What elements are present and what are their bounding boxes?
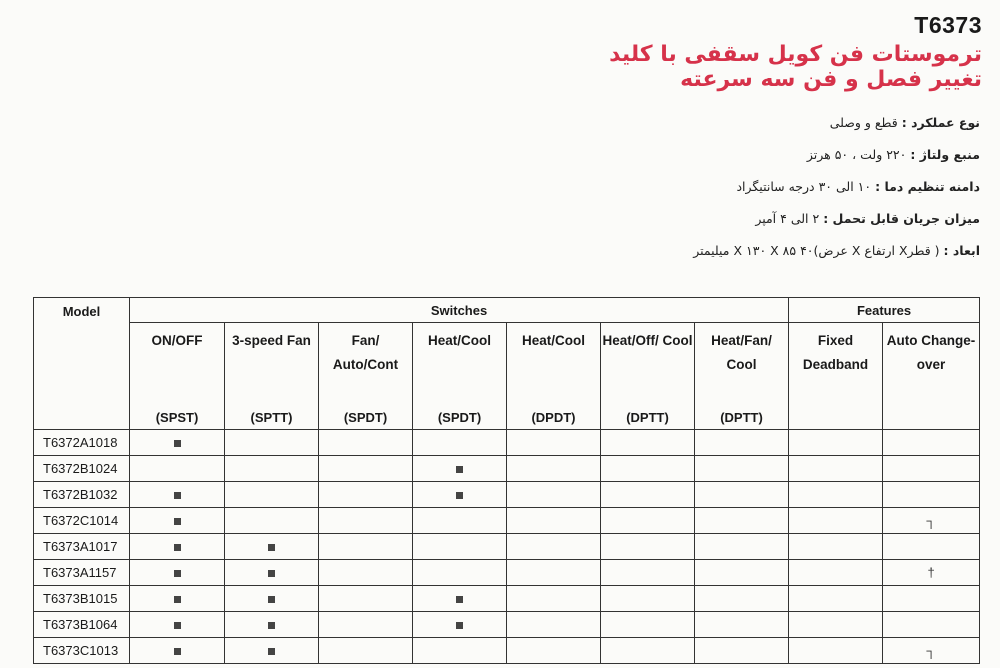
table-cell [601, 560, 695, 586]
table-row [34, 638, 980, 664]
table-cell [883, 560, 980, 586]
features-table [33, 297, 980, 664]
check-mark-icon [174, 570, 181, 577]
table-cell [507, 508, 601, 534]
column-name: Heat/Fan/ Cool [711, 333, 772, 372]
table-row [34, 586, 980, 612]
table-cell [601, 612, 695, 638]
column-header [695, 323, 789, 430]
table-cell [130, 482, 225, 508]
column-header [319, 323, 413, 430]
table-cell [319, 586, 413, 612]
table-cell [319, 534, 413, 560]
table-cell [507, 612, 601, 638]
column-header [883, 323, 980, 430]
check-mark-icon [456, 596, 463, 603]
table-cell [883, 430, 980, 456]
model-cell: T6372A1018 [34, 430, 130, 456]
table-cell [413, 560, 507, 586]
model-cell: T6372C1014 [34, 508, 130, 534]
table-cell [130, 638, 225, 664]
note-mark: ┐ [926, 513, 936, 528]
table-cell [319, 638, 413, 664]
table-cell [130, 586, 225, 612]
column-header [413, 323, 507, 430]
spec-label: نوع عملکرد : [901, 115, 980, 130]
table-cell [319, 456, 413, 482]
table-cell [413, 586, 507, 612]
model-header: Model [34, 298, 130, 430]
table-cell [789, 586, 883, 612]
column-code: (DPTT) [626, 410, 669, 425]
table-cell [883, 508, 980, 534]
column-code: (SPTT) [250, 410, 293, 425]
table-cell [789, 456, 883, 482]
model-cell: T6372B1032 [34, 482, 130, 508]
table-cell [695, 482, 789, 508]
table-cell [225, 456, 319, 482]
spec-value: ۱۰ الی ۳۰ درجه سانتیگراد [736, 179, 876, 194]
table-cell [883, 612, 980, 638]
table-cell [319, 560, 413, 586]
table-cell [225, 482, 319, 508]
check-mark-icon [174, 648, 181, 655]
note-mark: † [927, 565, 935, 580]
table-cell [695, 508, 789, 534]
table-cell [789, 560, 883, 586]
table-cell [130, 430, 225, 456]
spec-label: میزان جریان قابل تحمل : [823, 211, 980, 226]
model-cell: T6373B1064 [34, 612, 130, 638]
table-cell [507, 534, 601, 560]
table-cell [130, 612, 225, 638]
table-cell [130, 456, 225, 482]
column-header [789, 323, 883, 430]
table-cell [695, 638, 789, 664]
table-cell [507, 430, 601, 456]
switches-header: Switches [130, 298, 789, 323]
table-row [34, 430, 980, 456]
table-cell [225, 534, 319, 560]
note-mark: ┐ [926, 643, 936, 658]
table-cell [507, 560, 601, 586]
check-mark-icon [174, 492, 181, 499]
table-cell [789, 508, 883, 534]
column-code: (DPDT) [531, 410, 576, 425]
table-row [34, 456, 980, 482]
check-mark-icon [268, 648, 275, 655]
table-cell [601, 534, 695, 560]
table-cell [413, 482, 507, 508]
table-cell [413, 534, 507, 560]
table-cell [695, 586, 789, 612]
table-cell [319, 482, 413, 508]
table-cell [319, 612, 413, 638]
check-mark-icon [456, 492, 463, 499]
check-mark-icon [268, 596, 275, 603]
spec-label: منبع ولتاژ : [910, 147, 980, 162]
check-mark-icon [174, 622, 181, 629]
table-row [34, 612, 980, 638]
column-name: Heat/Off/ Cool [602, 333, 693, 348]
spec-value: قطع و وصلی [829, 115, 902, 130]
table-cell [225, 430, 319, 456]
table-cell [225, 560, 319, 586]
table-cell [601, 586, 695, 612]
table-cell [883, 534, 980, 560]
title-line-1: ترموستات فن کویل سقفی با کلید [609, 42, 982, 67]
spec-temp-range [736, 179, 980, 194]
spec-operation [830, 115, 980, 130]
table-cell [883, 638, 980, 664]
spec-label: ابعاد : [943, 243, 980, 258]
column-code: (DPTT) [720, 410, 763, 425]
column-code: (SPDT) [343, 410, 388, 425]
spec-dimensions [693, 243, 980, 258]
table-cell [789, 430, 883, 456]
spec-voltage [807, 147, 980, 162]
column-header [507, 323, 601, 430]
check-mark-icon [174, 518, 181, 525]
table-cell [507, 456, 601, 482]
table-row [34, 534, 980, 560]
spec-value: ۲۲۰ ولت ، ۵۰ هرتز [806, 147, 911, 162]
table-cell [413, 638, 507, 664]
model-cell: T6372B1024 [34, 456, 130, 482]
column-name: Fixed Deadband [802, 333, 869, 372]
spec-label: دامنه تنظیم دما : [875, 179, 980, 194]
check-mark-icon [456, 622, 463, 629]
table-row [34, 508, 980, 534]
table-cell [789, 612, 883, 638]
table-cell [507, 586, 601, 612]
table-cell [695, 612, 789, 638]
table-cell [883, 586, 980, 612]
table-cell [130, 560, 225, 586]
check-mark-icon [268, 544, 275, 551]
check-mark-icon [456, 466, 463, 473]
column-name: Fan/ Auto/Cont [332, 333, 399, 372]
spec-current [755, 211, 980, 226]
column-header [130, 323, 225, 430]
model-cell: T6373B1015 [34, 586, 130, 612]
table-cell [130, 508, 225, 534]
title-line-2: تغییر فصل و فن سه سرعته [680, 67, 982, 92]
table-cell [789, 638, 883, 664]
check-mark-icon [174, 544, 181, 551]
column-name: Heat/Cool [521, 333, 585, 348]
table-cell [883, 456, 980, 482]
column-code: (SPDT) [437, 410, 482, 425]
model-cell: T6373C1013 [34, 638, 130, 664]
column-header [601, 323, 695, 430]
column-name: Heat/Cool [427, 333, 491, 348]
table-cell [789, 534, 883, 560]
table-row [34, 482, 980, 508]
check-mark-icon [174, 440, 181, 447]
table-cell [225, 612, 319, 638]
table-cell [601, 430, 695, 456]
column-name: ON/OFF [151, 333, 203, 348]
features-header: Features [789, 298, 980, 323]
table-cell [413, 508, 507, 534]
table-cell [130, 534, 225, 560]
model-code: T6373 [914, 12, 982, 38]
model-cell: T6373A1017 [34, 534, 130, 560]
table-row [34, 560, 980, 586]
table-cell [601, 456, 695, 482]
column-code: (SPST) [155, 410, 199, 425]
table-cell [883, 482, 980, 508]
spec-value: ۲ الی ۴ آمپر [755, 211, 824, 226]
table-cell [601, 482, 695, 508]
table-cell [695, 560, 789, 586]
table-cell [225, 638, 319, 664]
column-header [225, 323, 319, 430]
table-cell [695, 456, 789, 482]
table-cell [413, 612, 507, 638]
column-name: Auto Change- over [886, 333, 976, 372]
table-cell [695, 534, 789, 560]
table-cell [695, 430, 789, 456]
table-cell [225, 508, 319, 534]
check-mark-icon [268, 570, 275, 577]
table-cell [507, 482, 601, 508]
table-cell [225, 586, 319, 612]
spec-value: ( قطرX ارتفاع X عرض)۴۰ X ۱۳۰ X ۸۵ میلیمتر [693, 243, 944, 258]
table-cell [319, 508, 413, 534]
table-cell [413, 456, 507, 482]
product-title [609, 42, 982, 92]
table-cell [601, 638, 695, 664]
model-cell: T6373A1157 [34, 560, 130, 586]
table-cell [601, 508, 695, 534]
table-cell [789, 482, 883, 508]
table-cell [319, 430, 413, 456]
check-mark-icon [268, 622, 275, 629]
table-cell [507, 638, 601, 664]
table-cell [413, 430, 507, 456]
check-mark-icon [174, 596, 181, 603]
column-name: 3-speed Fan [232, 333, 311, 348]
